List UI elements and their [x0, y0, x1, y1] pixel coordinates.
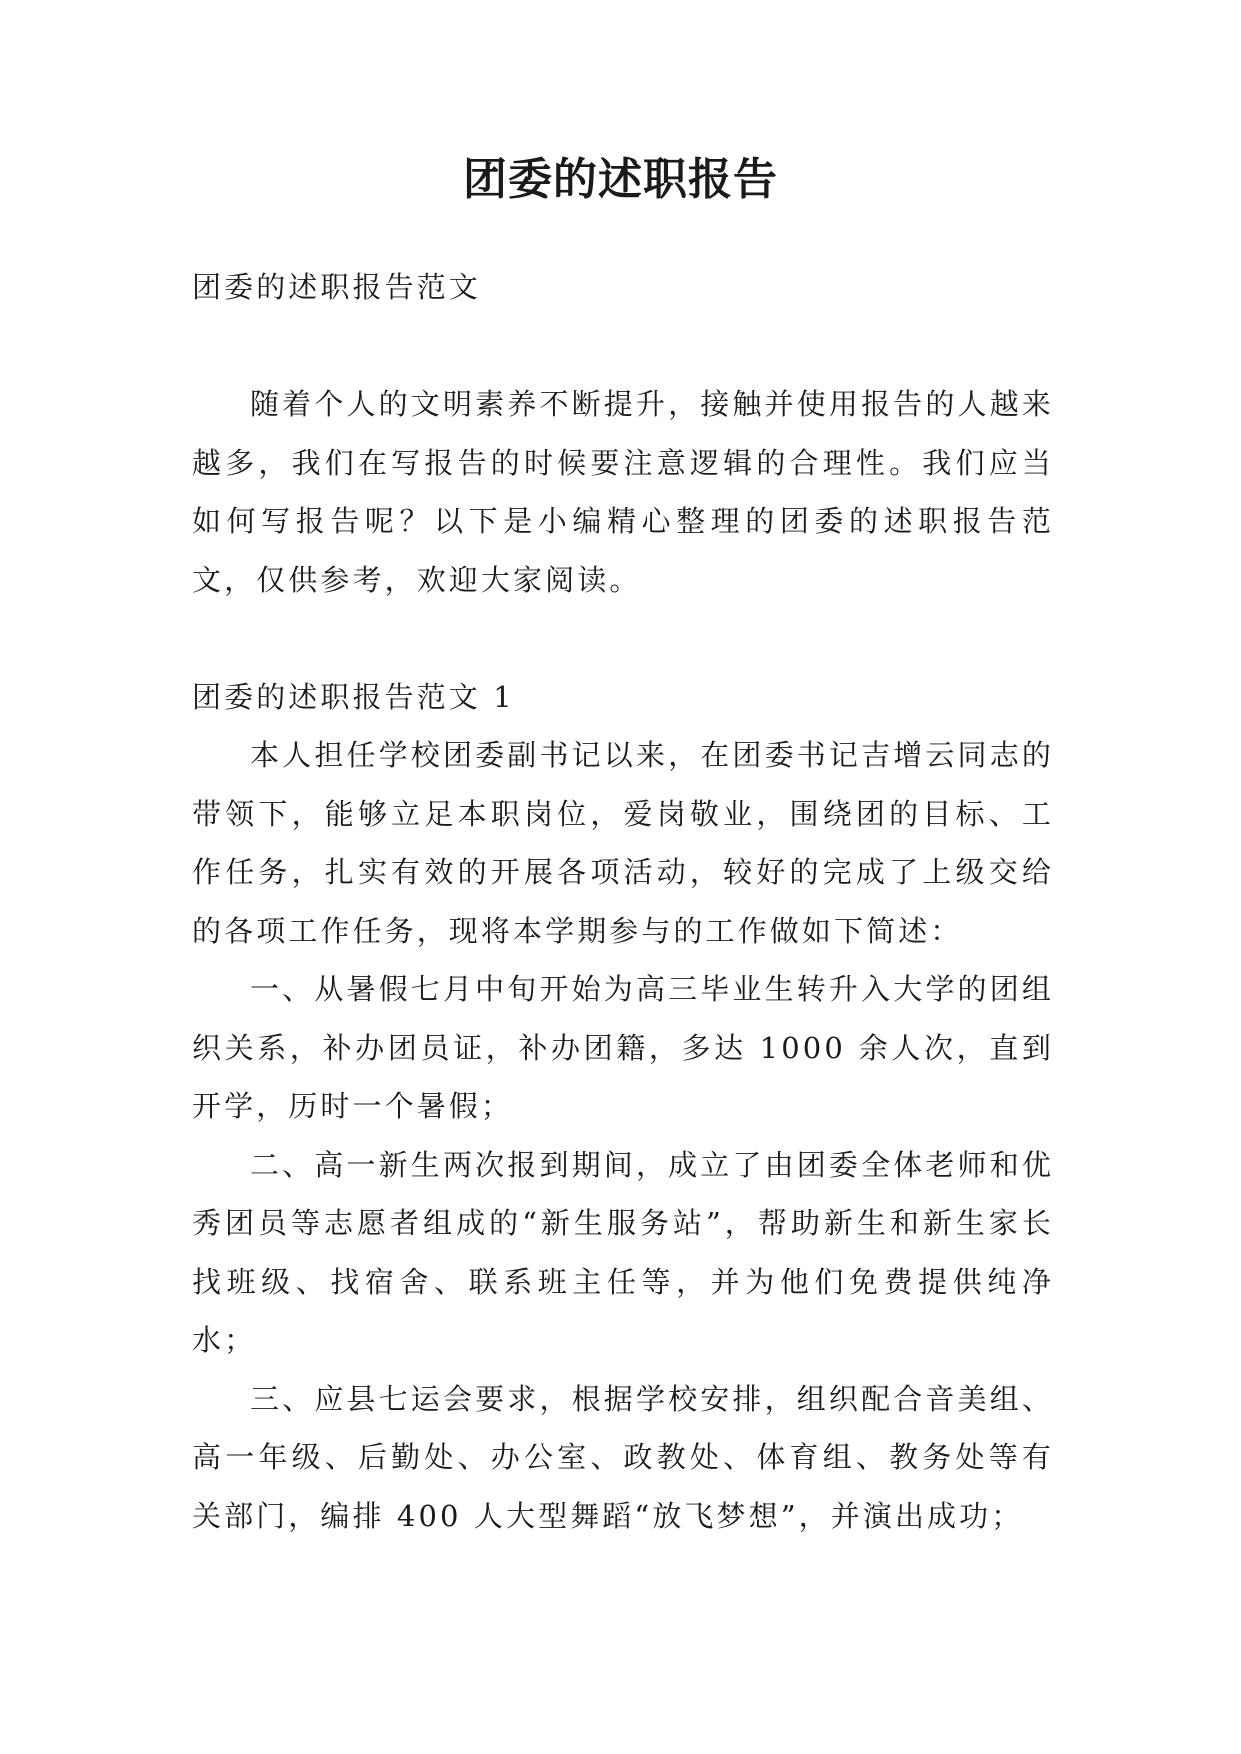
spacer [192, 609, 1054, 668]
spacer [192, 317, 1054, 376]
body-paragraph: 一、从暑假七月中旬开始为高三毕业生转升入大学的团组织关系，补办团员证，补办团籍，多达 1000 余人次，直到开学，历时一个暑假； [192, 972, 1054, 1123]
body-paragraph: 二、高一新生两次报到期间，成立了由团委全体老师和优秀团员等志愿者组成的“新生服务站”，帮助新生和新生家长找班级、找宿舍、联系班主任等，并为他们免费提供纯净水； [192, 1147, 1054, 1357]
intro-paragraph: 随着个人的文明素养不断提升，接触并使用报告的人越来越多，我们在写报告的时候要注意逻辑的合理性。我们应当如何写报告呢？以下是小编精心整理的团委的述职报告范文，仅供参考，欢迎大家阅读。 [192, 387, 1054, 597]
document-title: 团委的述职报告 [463, 154, 778, 205]
document-subtitle: 团委的述职报告范文 [192, 270, 481, 304]
section-heading: 团委的述职报告范文 1 [192, 679, 515, 714]
body-paragraph: 三、应县七运会要求，根据学校安排，组织配合音美组、高一年级、后勤处、办公室、政教处、体育组、教务处等有关部门，编排 400 人大型舞蹈“放飞梦想”，并演出成功； [192, 1381, 1054, 1533]
body-paragraph: 本人担任学校团委副书记以来，在团委书记吉增云同志的带领下，能够立足本职岗位，爱岗敬业，围绕团的目标、工作任务，扎实有效的开展各项活动，较好的完成了上级交给的各项工作任务，现将本学期参与的工作做如下简述： [192, 738, 1054, 948]
document-body [192, 258, 1054, 1545]
